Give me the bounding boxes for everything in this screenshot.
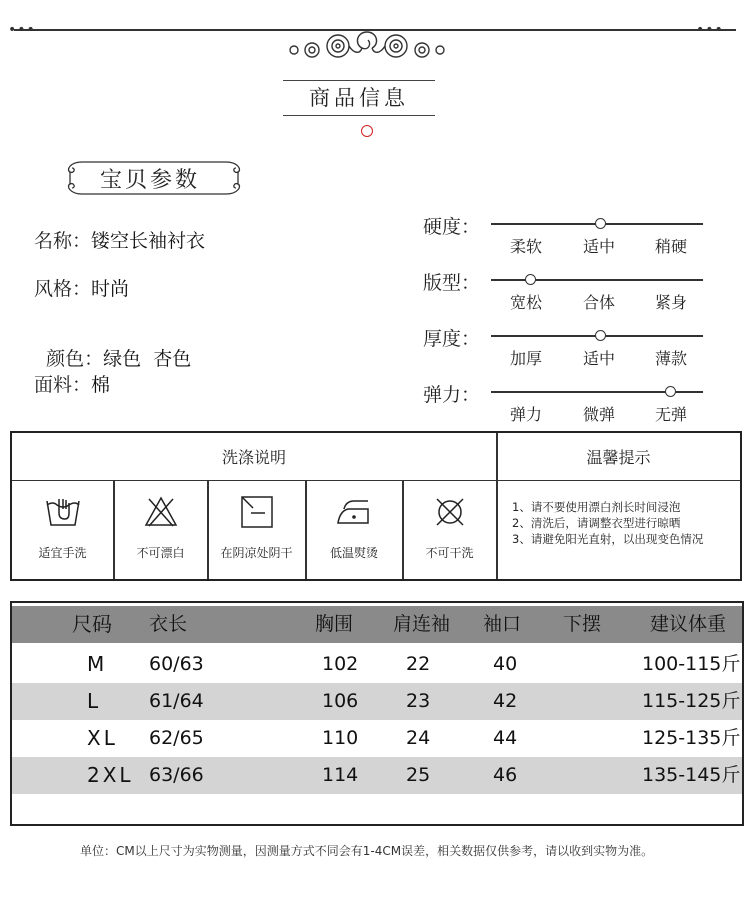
red-circle-icon xyxy=(361,125,373,137)
param-value: 镂空长袖衬衣 xyxy=(91,230,206,252)
wash-item-label: 不可干洗 xyxy=(425,546,474,560)
size-cell: 24 xyxy=(406,727,431,749)
scale-option: 适中 xyxy=(582,237,615,256)
param-style-row xyxy=(34,274,129,301)
scale-option: 微弹 xyxy=(582,405,615,424)
header-length: 衣长 xyxy=(149,613,188,635)
size-cell: 61/64 xyxy=(149,690,204,712)
title-top-rule xyxy=(283,80,435,81)
size-cell: L xyxy=(87,689,102,713)
size-cell: 46 xyxy=(493,764,518,786)
size-cell: M xyxy=(87,652,108,676)
scale-label-hardness: 硬度： xyxy=(423,216,481,238)
hand-wash-icon xyxy=(45,495,81,529)
size-table xyxy=(10,601,744,826)
header-weight: 建议体重 xyxy=(650,613,727,635)
size-cell: 22 xyxy=(406,653,431,675)
param-name-row xyxy=(34,226,205,253)
header-chest: 胸围 xyxy=(315,613,354,635)
param-value: 绿色 杏色 xyxy=(103,348,192,370)
param-label: 颜色： xyxy=(46,348,104,370)
size-cell: 40 xyxy=(493,653,518,675)
scale-label-fit: 版型： xyxy=(423,272,481,294)
scale-option: 弹力 xyxy=(509,405,542,424)
tips-header: 温馨提示 xyxy=(497,433,740,481)
wash-instructions-table xyxy=(10,431,742,581)
care-tip: 1、请不要使用漂白剂长时间浸泡 xyxy=(512,500,681,514)
size-cell: 2XL xyxy=(87,763,134,787)
scale-label-elasticity: 弹力： xyxy=(423,384,481,406)
size-cell: XL xyxy=(87,726,118,750)
section-title: 商品信息 xyxy=(309,86,409,110)
top-dots-right: ••• xyxy=(696,22,724,38)
params-title: 宝贝参数 xyxy=(100,168,201,193)
scale-option: 合体 xyxy=(582,293,615,312)
title-bottom-rule xyxy=(283,115,435,116)
size-cell: 100-115斤 xyxy=(642,653,741,675)
wash-item xyxy=(306,481,402,581)
param-fabric-row xyxy=(34,370,110,397)
scale-option: 柔软 xyxy=(509,237,542,256)
care-tip: 3、请避免阳光直射，以出现变色情况 xyxy=(512,532,704,546)
top-dots-left: ••• xyxy=(8,22,36,38)
param-label: 名称： xyxy=(34,230,92,252)
footnote: 单位：CM以上尺寸为实物测量，因测量方式不同会有1-4CM误差，相关数据仅供参考，请以收到实物为准。 xyxy=(80,844,654,858)
param-value: 棉 xyxy=(91,374,111,396)
size-row xyxy=(12,720,742,757)
size-cell: 106 xyxy=(322,690,359,712)
header-sleeve: 肩连袖 xyxy=(393,613,451,635)
scale-option: 适中 xyxy=(582,349,615,368)
param-color-row xyxy=(34,322,191,371)
scale-option: 加厚 xyxy=(509,349,542,368)
wash-item xyxy=(403,481,496,581)
size-cell: 25 xyxy=(406,764,431,786)
size-cell: 110 xyxy=(322,727,359,749)
wash-item xyxy=(208,481,305,581)
scale-option: 紧身 xyxy=(654,293,687,312)
wash-item xyxy=(114,481,207,581)
size-table-header xyxy=(12,606,742,643)
wash-header: 洗涤说明 xyxy=(12,433,496,481)
header-hem: 下摆 xyxy=(563,613,602,635)
size-row xyxy=(12,757,742,794)
header-cuff: 袖口 xyxy=(483,613,522,635)
scale-option: 稍硬 xyxy=(654,237,687,256)
size-cell: 114 xyxy=(322,764,359,786)
size-cell: 63/66 xyxy=(149,764,204,786)
wash-item xyxy=(12,481,113,581)
scale-indicator-dot xyxy=(665,386,676,397)
param-label: 风格： xyxy=(34,278,92,300)
size-cell: 115-125斤 xyxy=(642,690,741,712)
scale-indicator-dot xyxy=(595,330,606,341)
size-cell: 62/65 xyxy=(149,727,204,749)
no-dry-clean-icon xyxy=(432,495,468,529)
dry-in-shade-icon xyxy=(239,495,275,529)
care-tips xyxy=(512,499,703,547)
low-iron-icon xyxy=(334,495,374,529)
size-cell: 60/63 xyxy=(149,653,204,675)
size-cell: 23 xyxy=(406,690,431,712)
size-cell: 125-135斤 xyxy=(642,727,741,749)
column-divider xyxy=(496,433,498,579)
wash-item-label: 不可漂白 xyxy=(136,546,185,560)
scroll-ornament-icon xyxy=(282,28,452,68)
size-cell: 135-145斤 xyxy=(642,764,741,786)
wash-item-label: 适宜手洗 xyxy=(38,546,87,560)
size-cell: 102 xyxy=(322,653,359,675)
care-tip: 2、清洗后，请调整衣型进行晾晒 xyxy=(512,516,681,530)
param-label: 面料： xyxy=(34,374,92,396)
no-bleach-icon xyxy=(143,495,179,529)
size-cell: 42 xyxy=(493,690,518,712)
scale-label-thickness: 厚度： xyxy=(423,328,481,350)
size-row xyxy=(12,683,742,720)
param-value: 时尚 xyxy=(91,278,130,300)
scale-option: 无弹 xyxy=(654,405,687,424)
wash-item-label: 低温熨烫 xyxy=(329,546,378,560)
header-size: 尺码 xyxy=(72,612,112,636)
size-cell: 44 xyxy=(493,727,518,749)
scale-option: 薄款 xyxy=(654,349,687,368)
scale-option: 宽松 xyxy=(509,293,542,312)
size-row xyxy=(12,646,742,683)
wash-item-label: 在阴凉处阴干 xyxy=(220,546,293,560)
scale-indicator-dot xyxy=(595,218,606,229)
scale-line xyxy=(491,279,703,281)
scale-indicator-dot xyxy=(525,274,536,285)
